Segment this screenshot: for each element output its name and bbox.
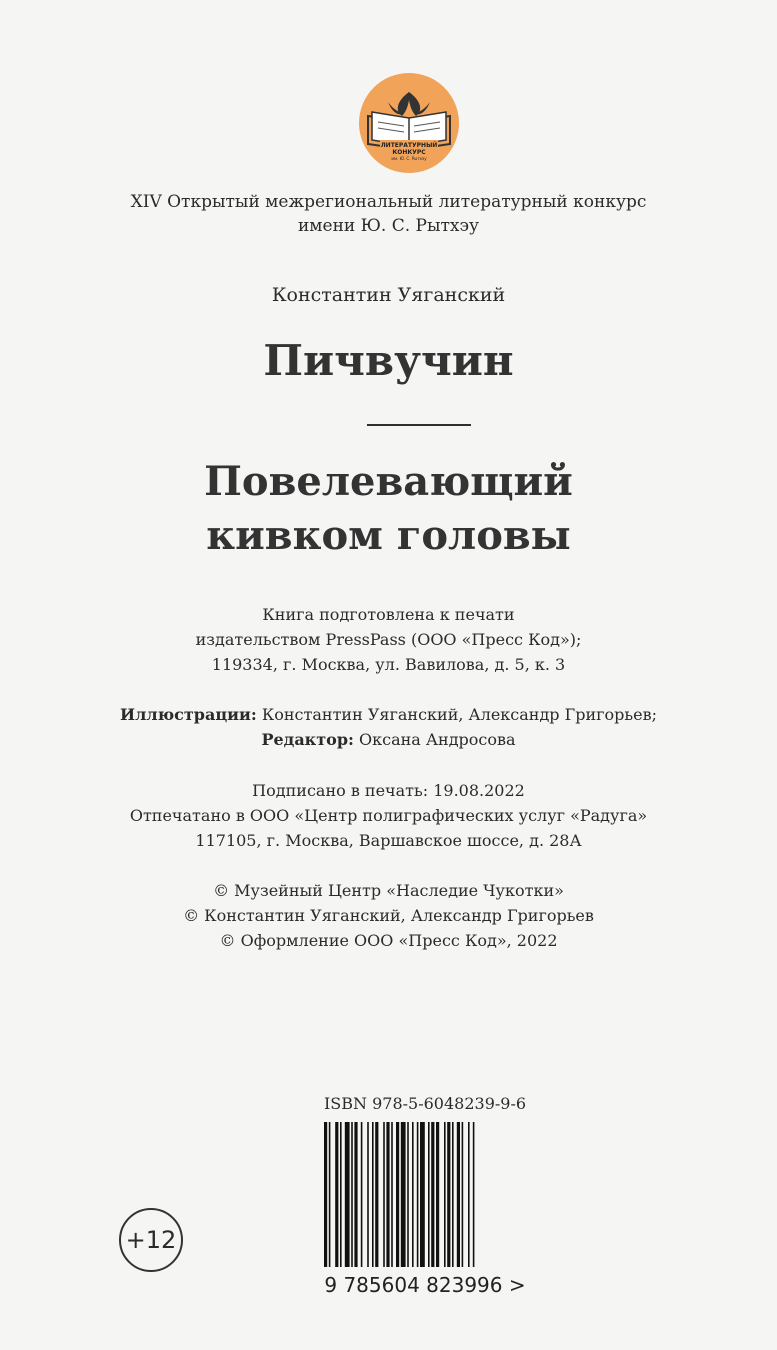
contest-line-1: XIV Открытый межрегиональный литературный конкурс <box>130 192 647 212</box>
barcode-bar <box>401 1122 406 1267</box>
copyright-line-3: © Оформление ООО «Пресс Код», 2022 <box>219 931 558 950</box>
book-title: Пичвучин <box>263 336 514 385</box>
barcode-bar <box>354 1122 357 1267</box>
subtitle-line-2: кивком головы <box>206 512 571 559</box>
barcode-bar <box>324 1122 327 1267</box>
prep-line-2: издательством PressPass (ООО «Пресс Код»); <box>195 630 582 649</box>
barcode-bar <box>420 1122 425 1267</box>
author-name: Константин Уяганский <box>271 284 506 306</box>
logo-text-line3: им. Ю. С. Рытхэу <box>391 156 427 161</box>
barcode-bar <box>412 1122 414 1267</box>
contest-name <box>0 190 777 238</box>
printer-address: 117105, г. Москва, Варшавское шоссе, д. 28А <box>195 831 582 850</box>
prep-line-3: 119334, г. Москва, ул. Вавилова, д. 5, к. 3 <box>211 655 566 674</box>
barcode-bar <box>372 1122 374 1267</box>
logo-text-line1: ЛИТЕРАТУРНЫЙ <box>380 142 438 149</box>
copyright-line-2: © Константин Уяганский, Александр Григорьев <box>183 906 594 925</box>
barcode-bar <box>335 1122 338 1267</box>
barcode-bar <box>447 1122 450 1267</box>
editor-value: Оксана Андросова <box>353 730 516 749</box>
prep-line-1: Книга подготовлена к печати <box>262 605 515 624</box>
barcode-bar <box>452 1122 454 1267</box>
barcode-bar <box>340 1122 342 1267</box>
barcode-bars <box>324 1122 474 1267</box>
barcode-bar <box>407 1122 409 1267</box>
barcode-bar <box>428 1122 430 1267</box>
book-logo-icon <box>358 72 460 174</box>
title-divider <box>367 424 471 426</box>
barcode-bar <box>436 1122 439 1267</box>
barcode-bar <box>431 1122 434 1267</box>
barcode-bar <box>383 1122 385 1267</box>
subtitle-line-1: Повелевающий <box>204 458 573 505</box>
barcode-bar <box>386 1122 389 1267</box>
illustrations-value: Константин Уяганский, Александр Григорьев; <box>256 705 657 724</box>
credits <box>0 702 777 752</box>
printing-info <box>0 778 777 853</box>
age-rating-badge: +12 <box>119 1208 183 1272</box>
editor-label: Редактор: <box>261 730 354 749</box>
copyright-info <box>0 878 777 953</box>
editor-credit <box>0 727 777 752</box>
barcode-bar <box>396 1122 399 1267</box>
barcode <box>318 1122 532 1298</box>
isbn: ISBN 978-5-6048239-9-6 <box>323 1094 527 1113</box>
barcode-bar <box>367 1122 369 1267</box>
barcode-bar <box>417 1122 419 1267</box>
barcode-bar <box>457 1122 460 1267</box>
barcode-bar <box>361 1122 363 1267</box>
illustrations-label: Иллюстрации: <box>120 705 257 724</box>
barcode-digits: 9 785604 823996 > <box>324 1273 526 1297</box>
copyright-line-1: © Музейный Центр «Наследие Чукотки» <box>213 881 564 900</box>
logo-text-line2: КОНКУРС <box>392 149 426 156</box>
barcode-bar <box>391 1122 393 1267</box>
preparation-info <box>0 602 777 677</box>
barcode-bar <box>351 1122 353 1267</box>
book-subtitle <box>0 455 777 563</box>
barcode-bar <box>462 1122 464 1267</box>
contest-line-2: имени Ю. С. Рытхэу <box>297 216 480 236</box>
barcode-bar <box>468 1122 470 1267</box>
signed-date: Подписано в печать: 19.08.2022 <box>252 781 525 800</box>
barcode-bar <box>473 1122 475 1267</box>
barcode-bar <box>375 1122 378 1267</box>
barcode-bar <box>444 1122 446 1267</box>
barcode-bar <box>345 1122 350 1267</box>
barcode-bar <box>329 1122 331 1267</box>
printed-at: Отпечатано в ООО «Центр полиграфических услуг «Радуга» <box>129 806 648 825</box>
illustrations-credit <box>0 702 777 727</box>
